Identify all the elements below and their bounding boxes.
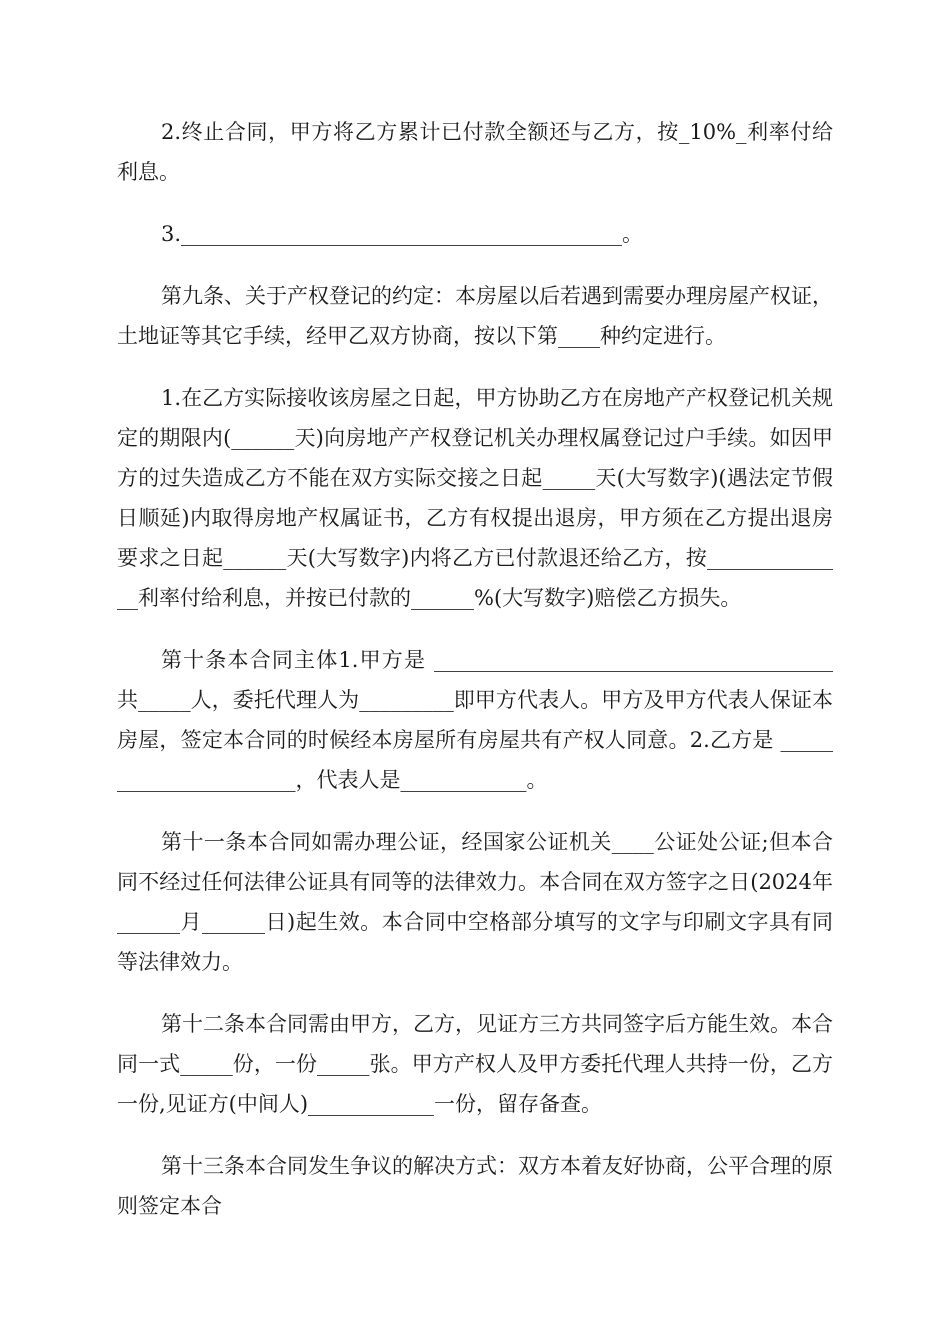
paragraph-article-12: 第十二条本合同需由甲方，乙方，见证方三方共同签字后方能生效。本合同一式_____份，一份_____张。甲方产权人及甲方委托代理人共持一份，乙方一份,见证方(中间人)____________一份，留存备查。 <box>117 1012 833 1116</box>
document-page <box>117 112 833 1248</box>
paragraph-article-13: 第十三条本合同发生争议的解决方式：双方本着友好协商，公平合理的原则签定本合 <box>117 1154 833 1218</box>
paragraph-item-3: 3.__________________________________________。 <box>161 222 644 246</box>
paragraph-article-9-item-1: 1.在乙方实际接收该房屋之日起，甲方协助乙方在房地产产权登记机关规定的期限内(______天)向房地产产权登记机关办理权属登记过户手续。如因甲方的过失造成乙方不能在双方实际交接之日起_____天(大写数字)(遇法定节假日顺延)内取得房地产权属证书，乙方有权提出退房，甲方须在乙方提出退房要求之日起______天(大写数字)内将乙方已付款退还给乙方，按______________利率付给利息，并按已付款的______%(大写数字)赔偿乙方损失。 <box>117 386 833 610</box>
paragraph-article-11: 第十一条本合同如需办理公证，经国家公证机关____公证处公证;但本合同不经过任何法律公证具有同等的法律效力。本合同在双方签字之日(2024年______月______日)起生效。本合同中空格部分填写的文字与印刷文字具有同等法律效力。 <box>117 830 833 974</box>
paragraph-article-9: 第九条、关于产权登记的约定：本房屋以后若遇到需要办理房屋产权证，土地证等其它手续，经甲乙双方协商，按以下第____种约定进行。 <box>117 284 833 348</box>
paragraph-terminate-contract: 2.终止合同，甲方将乙方累计已付款全额还与乙方，按_10%_利率付给利息。 <box>117 120 833 184</box>
paragraph-article-10: 第十条本合同主体1.甲方是 ______________________________________共_____人，委托代理人为_________即甲方代表人。甲方及甲方代表人保证本房屋，签定本合同的时候经本房屋所有房屋共有产权人同意。2.乙方是 ______________________，代表人是____________。 <box>117 648 833 792</box>
